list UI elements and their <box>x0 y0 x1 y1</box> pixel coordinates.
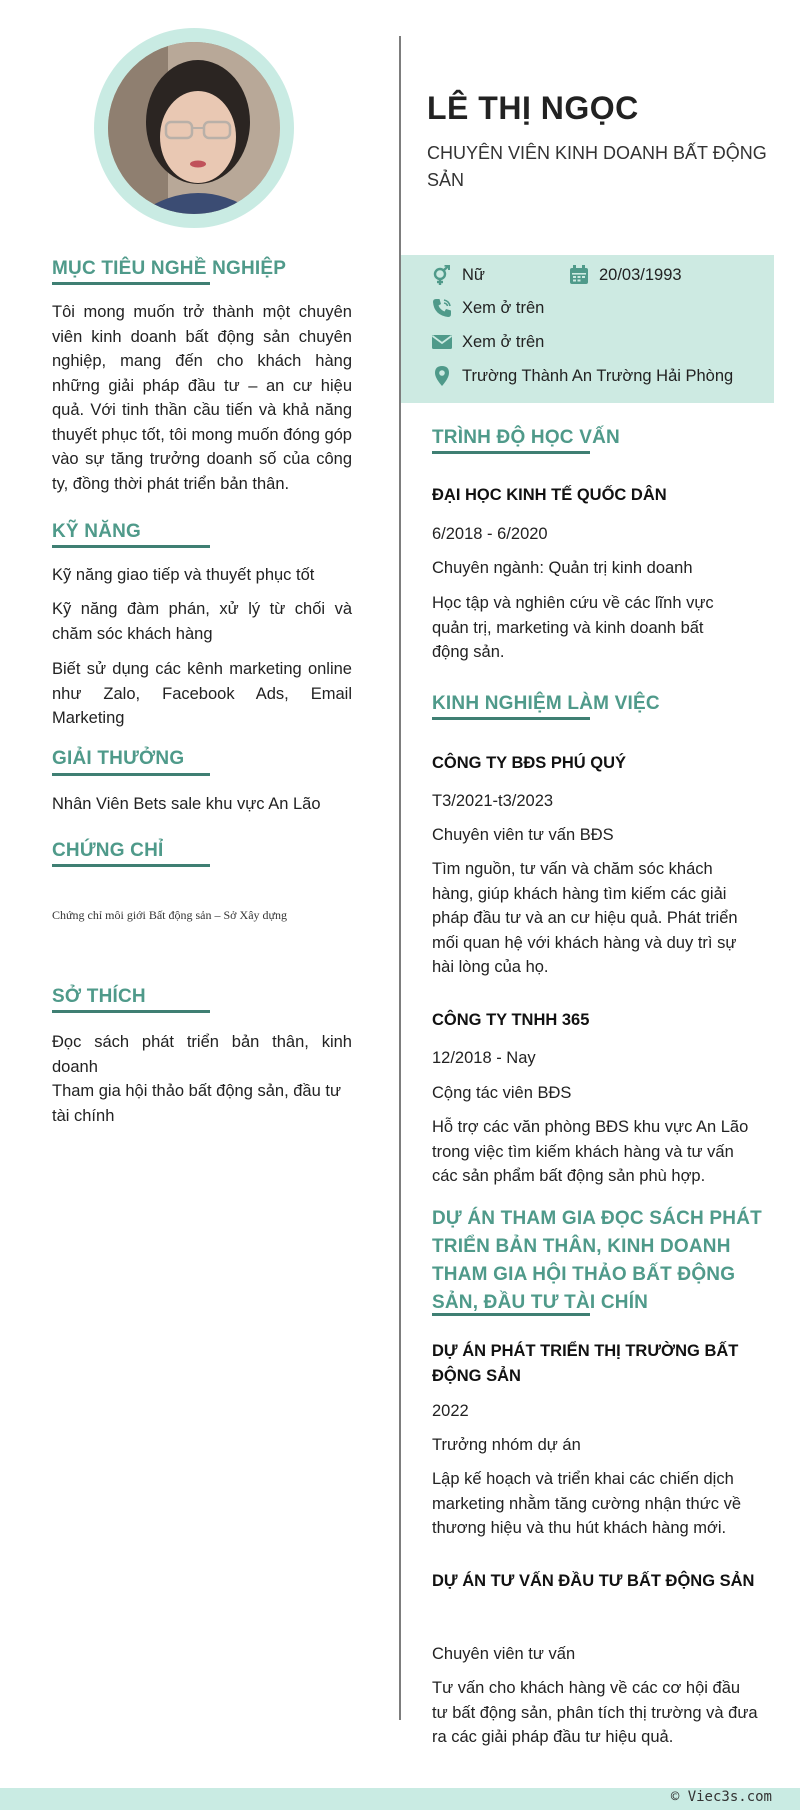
awards-underline <box>52 773 210 776</box>
contact-box <box>401 255 774 403</box>
email-icon <box>432 332 452 352</box>
job-description: Tìm nguồn, tư vấn và chăm sóc khách hàng, giúp khách hàng tìm kiếm các giải pháp đầu tư và an cư hiệu quả. Phát triển mối quan hệ với khách hàng và duy trì sự hài lòng của họ. <box>432 860 738 976</box>
contact-email[interactable] <box>432 332 544 352</box>
skill-item: Biết sử dụng các kênh marketing online như Zalo, Facebook Ads, Email Marketing <box>52 660 352 727</box>
education-description: Học tập và nghiên cứu về các lĩnh vực quản trị, marketing và kinh doanh bất động sản. <box>432 594 714 661</box>
skills-underline <box>52 545 210 548</box>
projects-title: DỰ ÁN THAM GIA ĐỌC SÁCH PHÁT TRIỂN BẢN THÂN, KINH DOANH THAM GIA HỘI THẢO BẤT ĐỘNG SẢN, ĐẦU TƯ TÀI CHÍN <box>432 1208 762 1313</box>
birthday-value: 20/03/1993 <box>599 265 682 284</box>
company-name: CÔNG TY BĐS PHÚ QUÝ <box>432 754 627 772</box>
education-major: Chuyên ngành: Quản trị kinh doanh <box>432 559 693 577</box>
experience-underline <box>432 717 590 720</box>
job-period: 12/2018 - Nay <box>432 1049 536 1067</box>
hobby-item: Tham gia hội thảo bất động sản, đầu tư tài chính <box>52 1082 341 1125</box>
full-name: LÊ THỊ NGỌC <box>427 90 639 126</box>
education-title: TRÌNH ĐỘ HỌC VẤN <box>432 427 620 448</box>
contact-birthday <box>569 265 682 285</box>
address-value: Trường Thành An Trường Hải Phòng <box>462 366 734 385</box>
project-role: Chuyên viên tư vấn <box>432 1645 576 1663</box>
experience-title: KINH NGHIỆM LÀM VIỆC <box>432 693 660 714</box>
footer-credit[interactable]: © Viec3s.com <box>670 1789 772 1805</box>
gender-icon <box>432 265 452 285</box>
calendar-icon <box>569 265 589 285</box>
contact-phone[interactable] <box>432 298 544 318</box>
contact-gender <box>432 265 485 285</box>
award-item: Nhân Viên Bets sale khu vực An Lão <box>52 795 321 813</box>
gender-value: Nữ <box>462 265 485 284</box>
project-name: DỰ ÁN TƯ VẤN ĐẦU TƯ BẤT ĐỘNG SẢN <box>432 1572 755 1590</box>
location-pin-icon <box>432 366 452 386</box>
school-name: ĐẠI HỌC KINH TẾ QUỐC DÂN <box>432 486 667 504</box>
certificate-item: Chứng chỉ môi giới Bất động sản – Sở Xây dựng <box>52 908 288 922</box>
skill-item: Kỹ năng đàm phán, xử lý từ chối và chăm sóc khách hàng <box>52 600 352 643</box>
career-goal-text: Tôi mong muốn trở thành một chuyên viên kinh doanh bất động sản chuyên nghiệp, mang đến cho khách hàng những giải pháp đầu tư – an cư hiệu quả. Với tinh thần cầu tiến và khả năng thuyết phục tốt, tôi mong muốn đóng góp vào sự tăng trưởng doanh số của công ty, đồng thời phát triển bản thân. <box>52 303 352 493</box>
career-goal-title: MỤC TIÊU NGHỀ NGHIỆP <box>52 258 287 279</box>
company-name: CÔNG TY TNHH 365 <box>432 1011 590 1029</box>
phone-value: Xem ở trên <box>462 298 545 317</box>
job-position: Cộng tác viên BĐS <box>432 1084 572 1102</box>
phone-icon <box>432 298 452 318</box>
awards-title: GIẢI THƯỞNG <box>52 748 185 769</box>
job-period: T3/2021-t3/2023 <box>432 792 554 810</box>
project-description: Lập kế hoạch và triển khai các chiến dịch marketing nhằm tăng cường nhận thức về thương hiệu và thu hút khách hàng mới. <box>432 1470 741 1537</box>
job-title: CHUYÊN VIÊN KINH DOANH BẤT ĐỘNG SẢN <box>427 143 767 190</box>
email-value: Xem ở trên <box>462 332 545 351</box>
projects-underline <box>432 1313 590 1316</box>
job-position: Chuyên viên tư vấn BĐS <box>432 826 614 844</box>
project-period: 2022 <box>432 1402 469 1420</box>
certificates-title: CHỨNG CHỈ <box>52 840 164 861</box>
education-period: 6/2018 - 6/2020 <box>432 525 548 543</box>
career-goal-underline <box>52 282 210 285</box>
skills-title: KỸ NĂNG <box>52 521 142 542</box>
skill-item: Kỹ năng giao tiếp và thuyết phục tốt <box>52 566 315 584</box>
avatar <box>108 42 280 214</box>
project-description: Tư vấn cho khách hàng về các cơ hội đầu tư bất động sản, phân tích thị trường và đưa ra các giải pháp đầu tư hiệu quả. <box>432 1679 758 1746</box>
hobby-item: Đọc sách phát triển bản thân, kinh doanh <box>52 1033 352 1076</box>
hobbies-title: SỞ THÍCH <box>52 986 146 1007</box>
certificates-underline <box>52 864 210 867</box>
hobbies-underline <box>52 1010 210 1013</box>
contact-address <box>432 366 733 386</box>
job-description: Hỗ trợ các văn phòng BĐS khu vực An Lão trong việc tìm kiếm khách hàng và tư vấn các sản phẩm bất động sản phù hợp. <box>432 1118 749 1185</box>
project-name: DỰ ÁN PHÁT TRIỂN THỊ TRƯỜNG BẤT ĐỘNG SẢN <box>432 1342 739 1385</box>
education-underline <box>432 451 590 454</box>
project-role: Trưởng nhóm dự án <box>432 1436 581 1454</box>
